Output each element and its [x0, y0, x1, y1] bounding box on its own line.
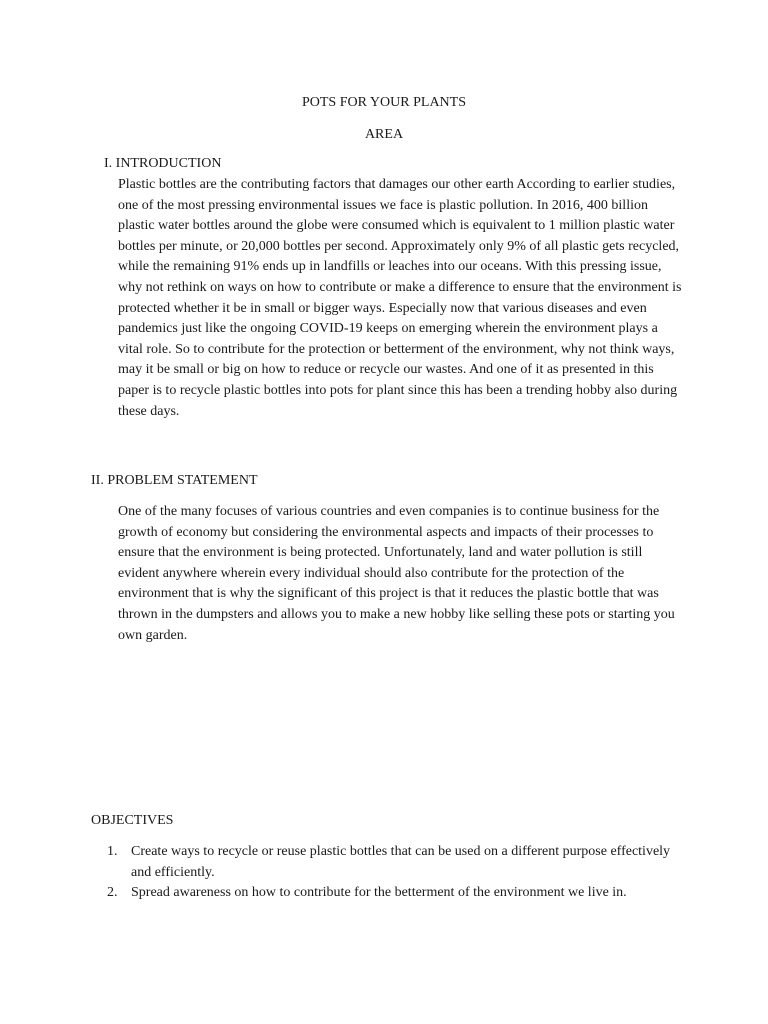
objective-text: Spread awareness on how to contribute for the betterment of the environment we live in.	[131, 885, 627, 901]
objective-number: 1.	[107, 844, 118, 859]
introduction-paragraph: Plastic bottles are the contributing factors that damages our other earth According to earlier studies, one of the most pressing environmental issues we face is plastic pollution. In 2016, 400 billion plastic water bottles around the globe were consumed which is equivalent to 1 million plastic water bottles per minute, or 20,000 bottles per second. Approximately only 9% of all plastic gets recycled, while the remaining 91% ends up in landfills or leaches into our oceans. With this pressing issue, why not rethink on ways on how to contribute or make a difference to ensure that the environment is protected whether it be in small or bigger ways. Especially now that various diseases and even pandemics just like the ongoing COVID-19 keeps on emerging wherein the environment plays a vital role. So to contribute for the protection or betterment of the environment, why not think ways, may it be small or big on how to reduce or recycle our wastes. And one of it as presented in this paper is to recycle plastic bottles into pots for plant since this has been a trending hobby also during these days.	[118, 177, 682, 419]
objective-item	[91, 883, 691, 904]
document-subtitle: AREA	[364, 127, 404, 142]
objective-text: Create ways to recycle or reuse plastic bottles that can be used on a different purpose effectively and efficiently.	[131, 844, 671, 880]
introduction-heading: I. INTRODUCTION	[104, 156, 222, 171]
objectives-heading: OBJECTIVES	[91, 813, 174, 828]
problem-statement-heading: II. PROBLEM STATEMENT	[91, 473, 258, 488]
document-title: POTS FOR YOUR PLANTS	[301, 95, 466, 110]
objective-number: 2.	[107, 885, 118, 901]
objective-item	[91, 842, 691, 883]
problem-statement-paragraph: One of the many focuses of various countries and even companies is to continue business for the growth of economy but considering the environmental aspects and impacts of their processes to ensure that the environment is being protected. Unfortunately, land and water pollution is still evident anywhere wherein every individual should also contribute for the protection of the environment that is why the significant of this project is that it reduces the plastic bottle that was thrown in the dumpsters and allows you to make a new hobby like selling these pots or starting you own garden.	[118, 504, 675, 643]
objectives-list	[91, 842, 691, 904]
